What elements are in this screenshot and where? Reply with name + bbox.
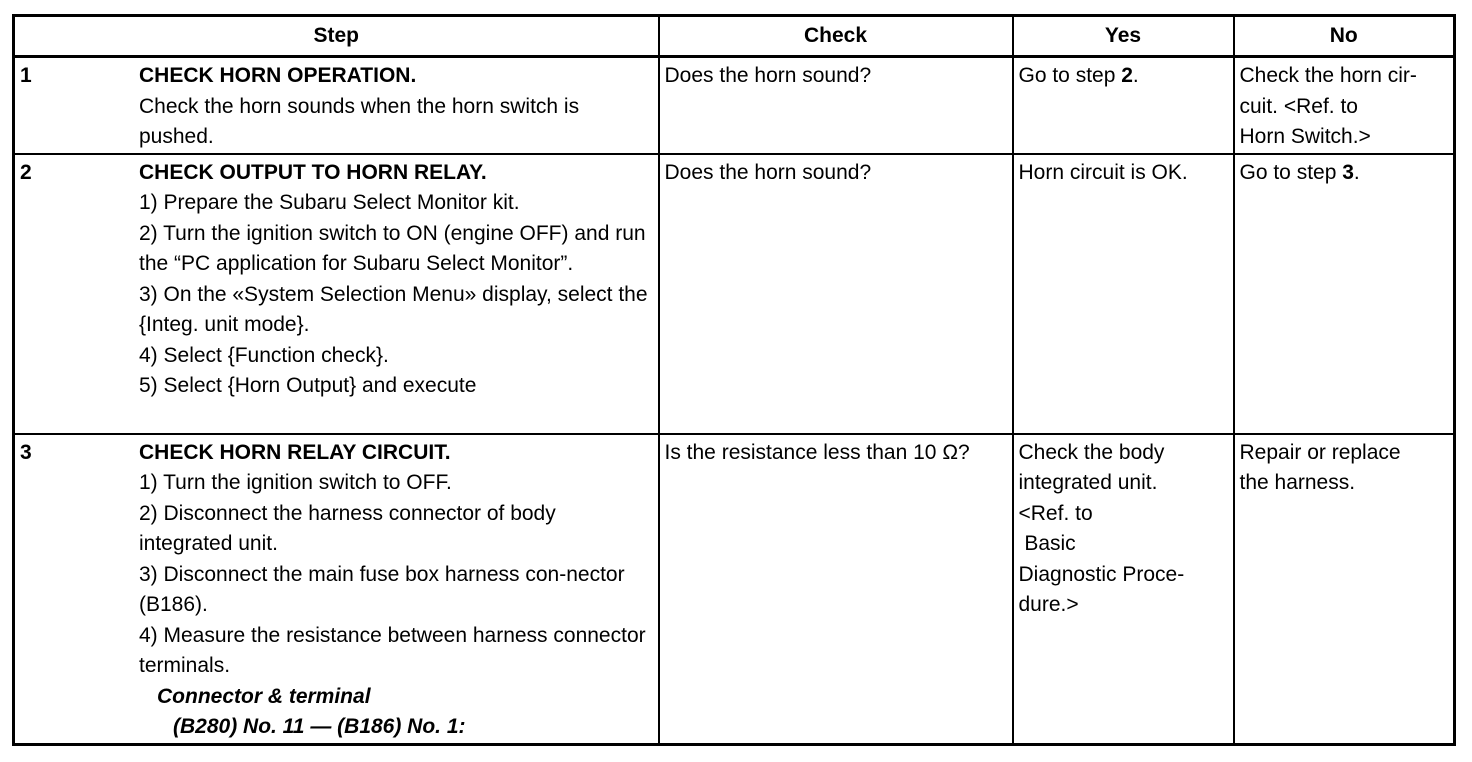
table-row xyxy=(14,434,1455,745)
no-text-end: . xyxy=(1353,160,1360,184)
header-row xyxy=(14,16,1455,57)
no-cell xyxy=(1234,434,1455,745)
step-instruction: 4) Measure the resistance between harness connector terminals. xyxy=(139,623,646,677)
no-step-ref: 3 xyxy=(1342,160,1354,184)
diagnostic-table-container xyxy=(12,14,1453,746)
step-instruction: 4) Select {Function check}. xyxy=(139,343,389,367)
yes-line: Check the body xyxy=(1018,440,1165,464)
no-line: Repair or replace xyxy=(1239,440,1401,464)
step-cell xyxy=(14,57,659,154)
check-cell: Does the horn sound? xyxy=(659,154,1013,434)
table-row xyxy=(14,57,1455,154)
yes-text: Go to step xyxy=(1018,64,1122,87)
yes-cell xyxy=(1013,57,1234,154)
step-instruction: 5) Select {Horn Output} and execute xyxy=(139,374,477,397)
step-title: CHECK HORN RELAY CIRCUIT. xyxy=(139,440,451,464)
step-number: 1 xyxy=(20,64,32,87)
check-cell: Is the resistance less than 10 Ω? xyxy=(659,434,1013,745)
no-cell xyxy=(1234,57,1455,154)
yes-text-end: . xyxy=(1132,64,1139,87)
connector-label: Connector & terminal xyxy=(157,684,371,708)
step-number: 3 xyxy=(20,440,32,464)
header-check: Check xyxy=(659,16,1013,57)
no-line: Check the horn cir- xyxy=(1239,64,1417,87)
step-instruction: 1) Turn the ignition switch to OFF. xyxy=(139,471,452,494)
step-instruction: 3) Disconnect the main fuse box harness con-nector (B186). xyxy=(139,562,625,616)
step-instruction: 1) Prepare the Subaru Select Monitor kit. xyxy=(139,191,520,214)
no-line: cuit. <Ref. to xyxy=(1239,94,1358,118)
yes-step-ref: 2 xyxy=(1121,64,1133,87)
step-number: 2 xyxy=(20,160,32,184)
diagnostic-table xyxy=(12,14,1456,746)
header-yes: Yes xyxy=(1013,16,1234,57)
step-title: CHECK HORN OPERATION. xyxy=(139,64,417,87)
yes-cell xyxy=(1013,434,1234,745)
connector-value: (B280) No. 11 — (B186) No. 1: xyxy=(173,715,466,738)
step-title: CHECK OUTPUT TO HORN RELAY. xyxy=(139,160,487,184)
yes-line: Basic xyxy=(1018,532,1076,555)
yes-cell: Horn circuit is OK. xyxy=(1013,154,1234,434)
no-line: the harness. xyxy=(1239,471,1356,494)
check-cell: Does the horn sound? xyxy=(659,57,1013,154)
header-step: Step xyxy=(14,16,659,57)
header-no: No xyxy=(1234,16,1455,57)
no-cell xyxy=(1234,154,1455,434)
no-text: Go to step xyxy=(1239,160,1343,184)
yes-line: dure.> xyxy=(1018,593,1079,616)
no-line: Horn Switch.> xyxy=(1239,125,1371,148)
yes-line: Diagnostic Proce- xyxy=(1018,562,1185,586)
step-cell xyxy=(14,154,659,434)
step-instruction: 2) Turn the ignition switch to ON (engine OFF) and run the “PC application for Subaru Select Monitor”. xyxy=(139,221,646,275)
step-instruction: 2) Disconnect the harness connector of body integrated unit. xyxy=(139,501,556,555)
step-instruction: 3) On the «System Selection Menu» display, select the {Integ. unit mode}. xyxy=(139,282,648,336)
step-cell xyxy=(14,434,659,745)
step-instruction: Check the horn sounds when the horn switch is pushed. xyxy=(139,94,580,148)
yes-line: <Ref. to xyxy=(1018,501,1093,525)
table-row xyxy=(14,154,1455,434)
yes-line: integrated unit. xyxy=(1018,471,1158,494)
